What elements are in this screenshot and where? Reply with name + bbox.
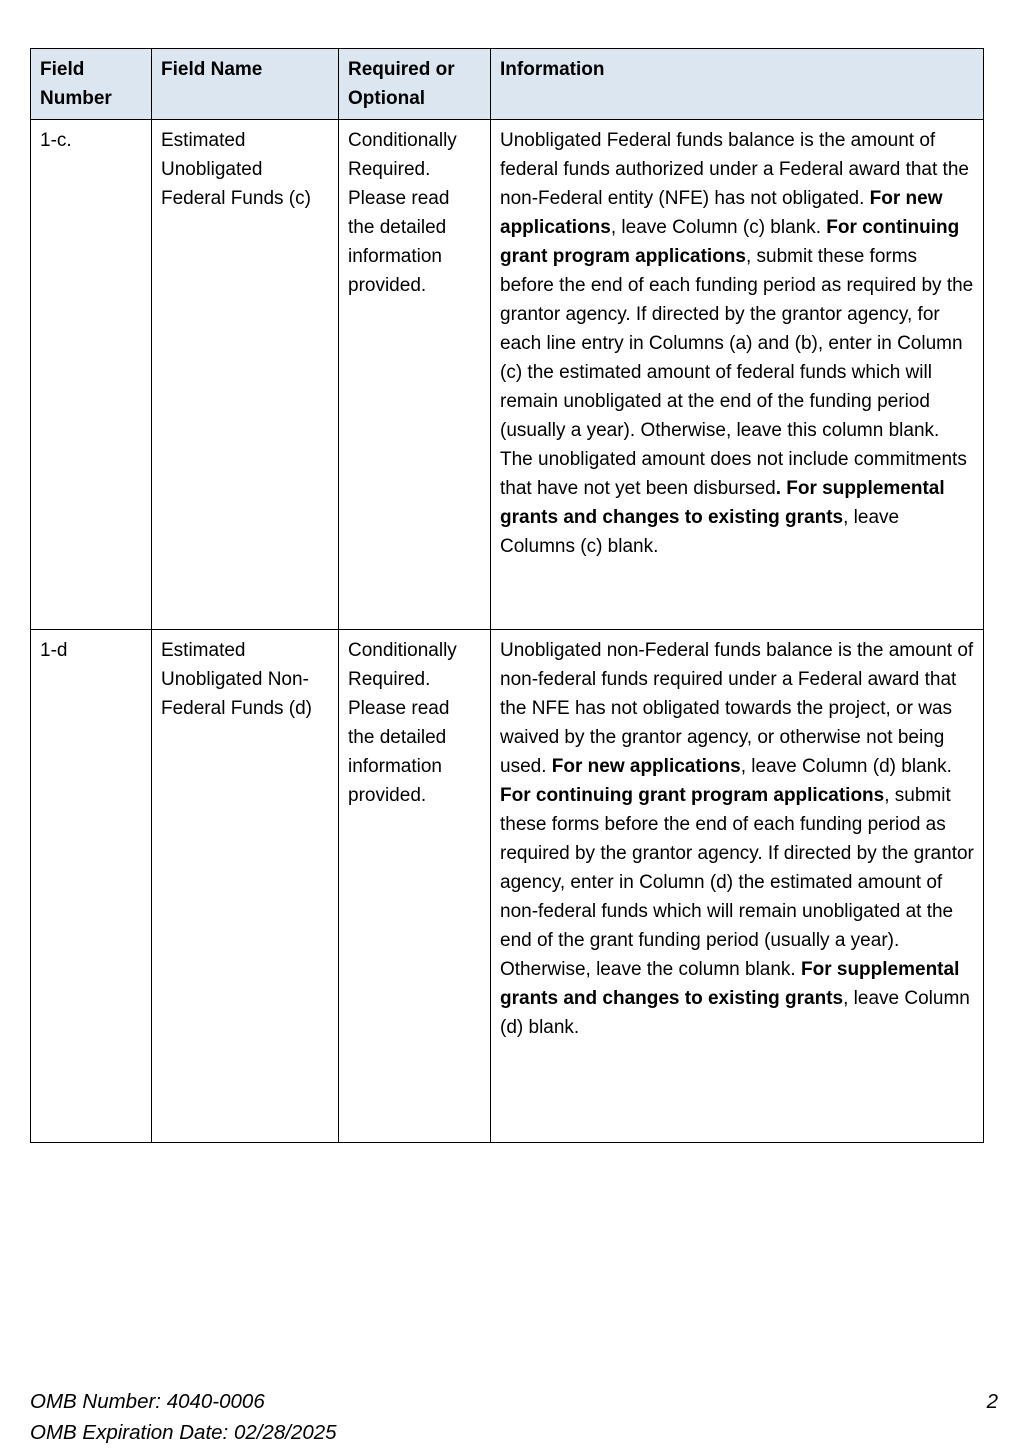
column-header-field-name: Field Name (152, 49, 339, 120)
omb-number-label: OMB Number: 4040-0006 (30, 1390, 265, 1413)
cell-field-name: Estimated Unobligated Federal Funds (c) (152, 120, 339, 630)
table-row-1c (31, 120, 984, 630)
omb-expiration-label: OMB Expiration Date: 02/28/2025 (30, 1421, 337, 1444)
page-number: 2 (986, 1390, 998, 1413)
table-header-row (31, 49, 984, 120)
table-row-1d (31, 630, 984, 1143)
cell-information: Unobligated non-Federal funds balance is the amount of non-federal funds required under a Federal award that the NFE has not obligated towards the project, or was waived by the grantor agency, or otherwise not being used. For new applications, leave Column (d) blank. For continuing grant program applications, submit these forms before the end of each funding period as required by the grantor agency. If directed by the grantor agency, enter in Column (d) the estimated amount of non-federal funds which will remain unobligated at the end of the grant funding period (usually a year). Otherwise, leave the column blank. For supplemental grants and changes to existing grants, leave Column (d) blank. (491, 630, 984, 1143)
cell-required-or-optional: Conditionally Required. Please read the detailed information provided. (339, 120, 491, 630)
field-instructions-table (30, 48, 984, 1143)
cell-field-number: 1-c. (31, 120, 152, 630)
cell-field-number: 1-d (31, 630, 152, 1143)
column-header-required-or-optional: Required or Optional (339, 49, 491, 120)
column-header-field-number: Field Number (31, 49, 152, 120)
cell-field-name: Estimated Unobligated Non-Federal Funds (d) (152, 630, 339, 1143)
column-header-information: Information (491, 49, 984, 120)
cell-required-or-optional: Conditionally Required. Please read the detailed information provided. (339, 630, 491, 1143)
page-footer (30, 1386, 998, 1448)
cell-information: Unobligated Federal funds balance is the amount of federal funds authorized under a Federal award that the non-Federal entity (NFE) has not obligated. For new applications, leave Column (c) blank. For continuing grant program applications, submit these forms before the end of each funding period as required by the grantor agency. If directed by the grantor agency, for each line entry in Columns (a) and (b), enter in Column (c) the estimated amount of federal funds which will remain unobligated at the end of the funding period (usually a year). Otherwise, leave this column blank. The unobligated amount does not include commitments that have not yet been disbursed. For supplemental grants and changes to existing grants, leave Columns (c) blank. (491, 120, 984, 630)
